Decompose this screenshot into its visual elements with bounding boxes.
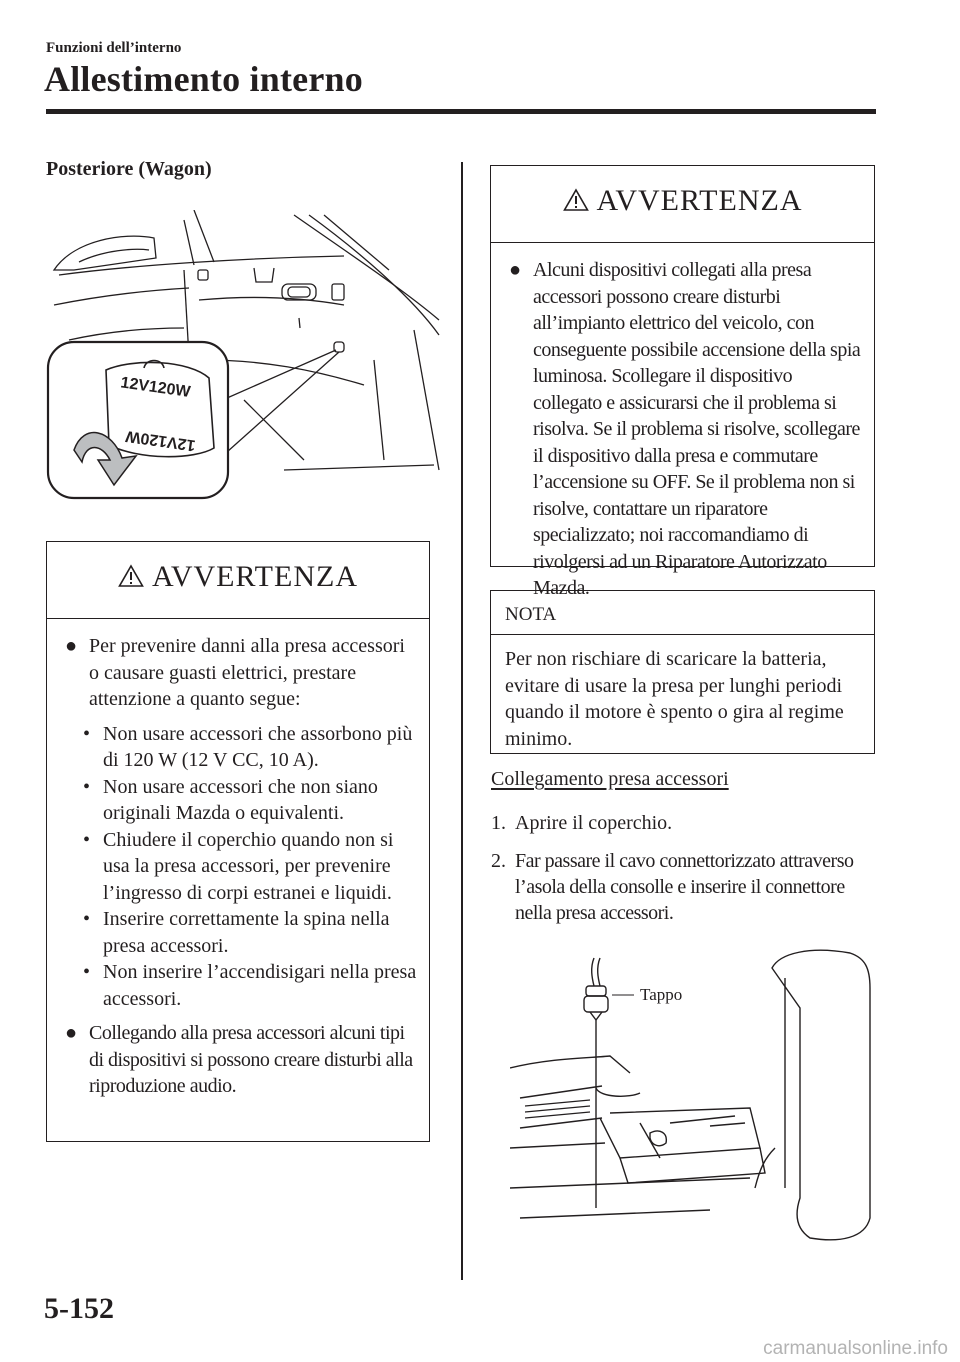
warning-triangle-icon — [563, 188, 589, 212]
warning-bullet: ● Alcuni dispositivi collegati alla presa accessori possono creare disturbi all’impianto elettrico del veicolo, con conseguente possibile accensione della spia luminosa. Scollegare il dispositivo collegato e assicurarsi che il problema si risolva. Se il problema si risolve, scollegare il dispositivo dalla presa e commutare l’accensione su OFF. Se il problema non si risolve, contattare un riparatore specializzato; noi raccomandiamo di rivolgersi ad un Riparatore Autorizzato Mazda. — [509, 259, 861, 599]
warning-subitem: • Chiudere il coperchio quando non si usa la presa accessori, per prevenire l’ingresso di corpi estranei e liquidi. — [83, 828, 394, 904]
warning-subitem: • Non inserire l’accendisigari nella presa accessori. — [83, 961, 417, 1010]
warning-bullet: ● Per prevenire danni alla presa accessori o causare guasti elettrici, prestare attenzione a quanto segue: — [65, 635, 405, 710]
warning-header — [491, 166, 874, 242]
warning-header — [47, 542, 429, 618]
warning-triangle-icon — [118, 564, 144, 588]
warning-box-right — [490, 165, 875, 599]
note-title: NOTA — [505, 604, 557, 625]
step-item: 2. Far passare il cavo connettorizzato attraverso l’asola della consolle e inserire il connettore nella presa accessori. — [491, 850, 854, 924]
callout-tappo: Tappo — [640, 985, 683, 1004]
warning-subitem: • Non usare accessori che assorbono più di 120 W (12 V CC, 10 A). — [83, 722, 413, 771]
svg-text:12V120W: 12V120W — [124, 427, 197, 454]
title-rule — [46, 109, 876, 114]
connector-illustration — [510, 948, 880, 1248]
warning-subitem: • Non usare accessori che non siano originali Mazda o equivalenti. — [83, 775, 378, 824]
step-item: 1. Aprire il coperchio. — [491, 812, 673, 834]
rear-socket-illustration — [44, 210, 444, 505]
connection-heading: Collegamento presa accessori — [491, 768, 729, 790]
warning-box-left — [46, 541, 430, 1142]
page-title: Allestimento interno — [44, 59, 363, 99]
warning-title: AVVERTENZA — [596, 184, 803, 217]
warning-title: AVVERTENZA — [152, 560, 358, 593]
note-box — [490, 590, 875, 754]
subheading-rear-wagon: Posteriore (Wagon) — [46, 158, 212, 180]
svg-text:12V120W: 12V120W — [119, 374, 192, 401]
page-number: 5-152 — [44, 1292, 114, 1325]
warning-subitem: • Inserire correttamente la spina nella presa accessori. — [83, 908, 390, 957]
watermark: carmanualsonline.info — [763, 1338, 948, 1359]
section-label: Funzioni dell’interno — [46, 40, 182, 56]
column-divider — [461, 162, 463, 1280]
warning-bullet: ● Collegando alla presa accessori alcuni tipi di dispositivi si possono creare disturbi alla riproduzione audio. — [65, 1022, 413, 1097]
note-text: Per non rischiare di scaricare la batteria, evitare di usare la presa per lunghi periodi quando il motore è spento o gira al regime minimo. — [505, 648, 844, 750]
